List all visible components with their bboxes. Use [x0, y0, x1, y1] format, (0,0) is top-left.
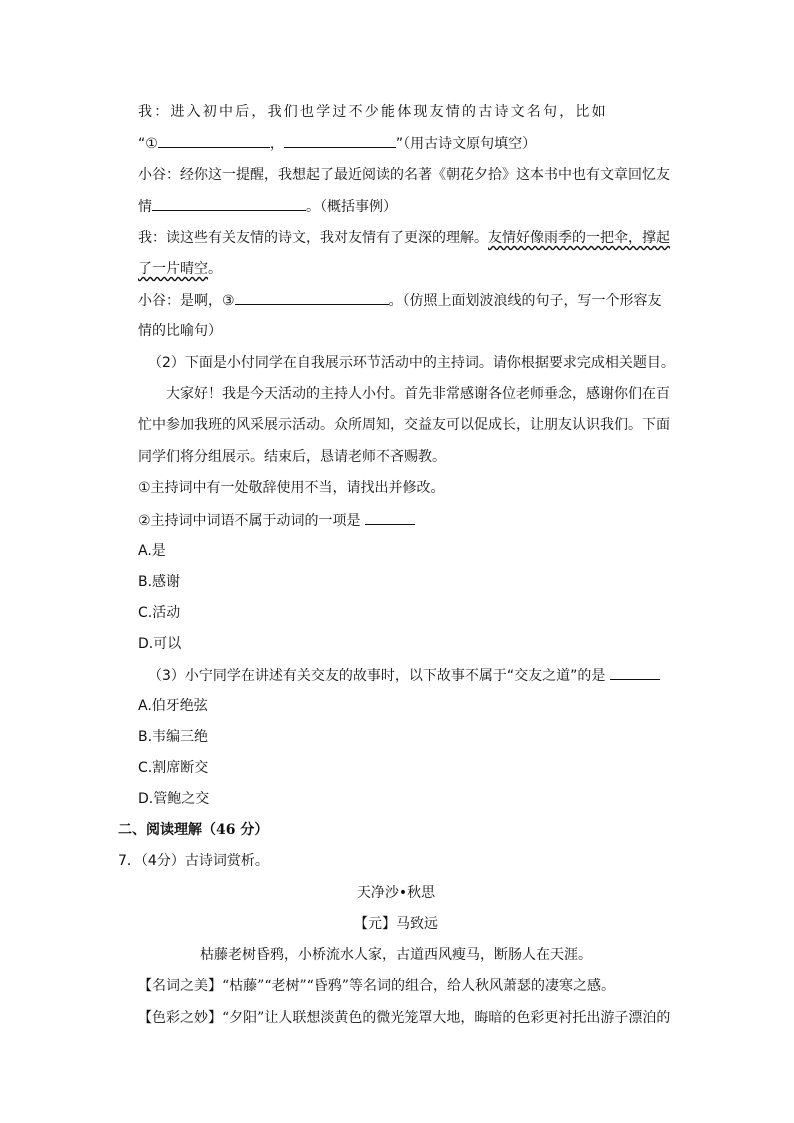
- dialogue-line-wo2: 我：读这些有关友情的诗文，我对友情有了更深的理解。友情好像雨季的一把伞，撑起: [138, 230, 670, 246]
- sub-question-1: ①主持词中有一处敬辞使用不当，请找出并修改。: [138, 480, 445, 496]
- speaker-wo: 我：: [138, 230, 166, 246]
- poem-title: 天净沙•秋思: [356, 885, 436, 901]
- dialogue-line-xg2-cont: 情的比喻句）: [138, 323, 222, 339]
- dialogue-line-wo1: [138, 102, 608, 122]
- wavy-sentence: 友情好像雨季的一把伞，撑起: [488, 230, 670, 246]
- answer-blank-q3[interactable]: [610, 665, 660, 680]
- question-3-prompt: （3）小宁同学在讲述有关交友的故事时，以下故事不属于“交友之道”的是: [148, 665, 660, 686]
- poem-body: 枯藤老树昏鸦，小桥流水人家，古道西风瘦马，断肠人在天涯。: [200, 947, 592, 963]
- question-7-title: 7．（4分）古诗词赏析。: [118, 853, 269, 869]
- answer-blank-1b[interactable]: [284, 133, 396, 148]
- section-heading: 二、阅读理解（46 分）: [118, 822, 269, 838]
- option-c[interactable]: C.割席断交: [138, 760, 209, 776]
- option-d[interactable]: D.管鲍之交: [138, 791, 210, 807]
- dialogue-line-xg2: 小谷：是啊，③ 。（仿照上面划波浪线的句子，写一个形容友: [138, 290, 662, 311]
- blank-number-3: ③: [222, 293, 235, 309]
- answer-blank-q2[interactable]: [365, 510, 415, 525]
- fill-blank-line-2: 情 。（概括事例）: [138, 196, 397, 217]
- host-script-line-2: 忙中参加我班的风采展示活动。众所周知，交益友可以促成长，让朋友认识我们。下面: [138, 417, 670, 433]
- question-2-prompt: （2）下面是小付同学在自我展示环节活动中的主持词。请你根据要求完成相关题目。: [148, 355, 675, 371]
- option-a[interactable]: A.是: [138, 543, 166, 559]
- poem-author: 【元】马致远: [354, 916, 438, 932]
- blank-number-1: ①: [145, 136, 158, 152]
- dialogue-line-wo2-cont: 了一片晴空。: [138, 261, 222, 277]
- answer-blank-2[interactable]: [152, 196, 306, 211]
- option-a[interactable]: A.伯牙绝弦: [138, 698, 208, 714]
- speaker-xiaogu: 小谷：: [138, 293, 180, 309]
- dialogue-line-xg1: 小谷：经你这一提醒，我想起了最近阅读的名著《朝花夕拾》这本书中也有文章回忆友: [138, 167, 670, 183]
- analysis-colors: 【色彩之妙】“夕阳”让人联想淡黄色的微光笼罩大地，晦暗的色彩更衬托出游子漂泊的: [138, 1010, 671, 1026]
- answer-blank-1a[interactable]: [158, 133, 270, 148]
- answer-blank-3[interactable]: [235, 290, 389, 305]
- analysis-label: 【名词之美】: [138, 978, 222, 994]
- dialogue-text: 进入初中后，我们也学过不少能体现友情的古诗文名句，比如: [170, 104, 608, 120]
- sub-question-2: ②主持词中词语不属于动词的一项是: [138, 510, 415, 531]
- speaker-xiaogu: 小谷：: [138, 167, 180, 183]
- option-b[interactable]: B.韦编三绝: [138, 729, 209, 745]
- option-b[interactable]: B.感谢: [138, 574, 181, 590]
- host-script-line-3: 同学们将分组展示。结束后，恳请老师不吝赐教。: [138, 449, 446, 465]
- analysis-nouns: 【名词之美】“枯藤”“老树”“昏鸦”等名词的组合，给人秋风萧瑟的凄寒之感。: [138, 978, 615, 994]
- fill-blank-line-1: “① ， ”（用古诗文原句填空）: [138, 133, 536, 154]
- fill-hint: （用古诗文原句填空）: [403, 136, 537, 152]
- option-d[interactable]: D.可以: [138, 636, 182, 652]
- host-script-line-1: 大家好！我是今天活动的主持人小付。首先非常感谢各位老师垂念，感谢你们在百: [166, 386, 670, 402]
- option-c[interactable]: C.活动: [138, 605, 181, 621]
- wavy-sentence-cont: 了一片晴空: [138, 261, 208, 277]
- analysis-label: 【色彩之妙】: [138, 1010, 222, 1026]
- speaker-wo: 我：: [138, 104, 171, 120]
